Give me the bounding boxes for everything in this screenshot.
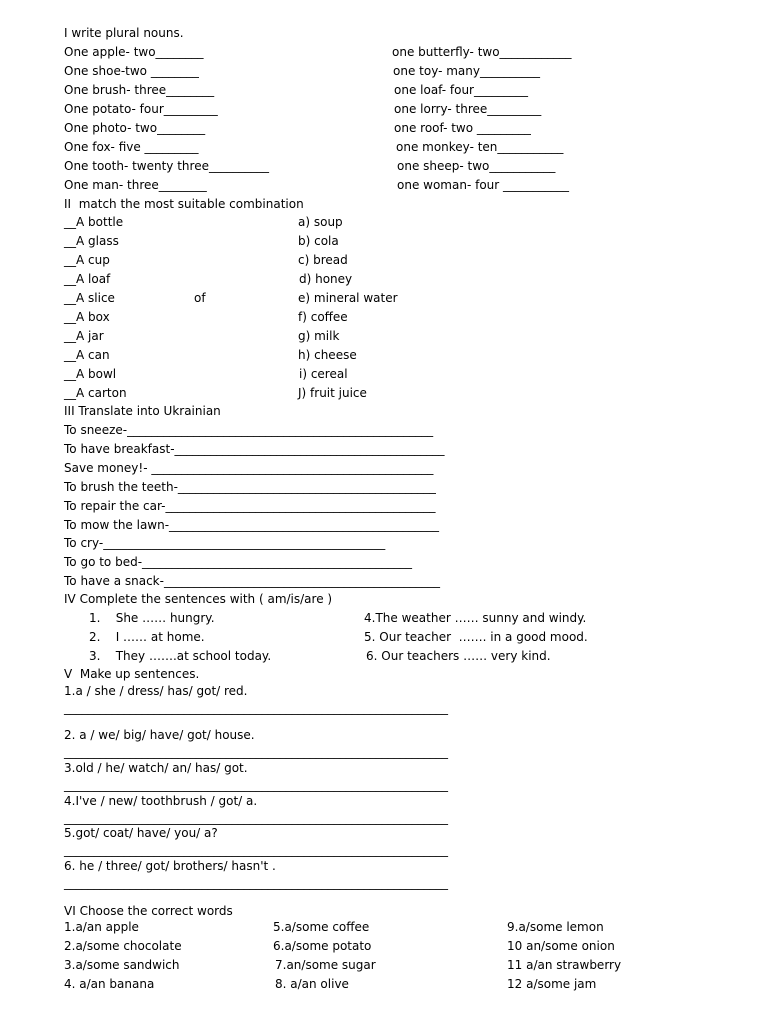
container-item: __A glass (64, 234, 119, 248)
food-item: b) cola (298, 234, 339, 248)
plural-item-right: one woman- four ___________ (397, 178, 570, 192)
translate-item: To have a snack-______________________________________________ (64, 574, 440, 588)
sentence-item: 3. They …….at school today. (89, 649, 272, 663)
scrambled-sentence: 1.a / she / dress/ has/ got/ red. (64, 684, 248, 698)
answer-line: ________________________________________________________________ (64, 745, 448, 759)
plural-item-left: One potato- four_________ (64, 102, 218, 116)
container-item: __A bottle (64, 215, 124, 229)
plural-item-left: One tooth- twenty three__________ (64, 159, 269, 173)
of-word: of (194, 291, 206, 305)
food-item: g) milk (298, 329, 340, 343)
plural-item-left: One brush- three________ (64, 83, 215, 97)
scrambled-sentence: 5.got/ coat/ have/ you/ a? (64, 826, 218, 840)
food-item: i) cereal (299, 367, 348, 381)
food-item: h) cheese (298, 348, 357, 362)
answer-line: ________________________________________________________________ (64, 778, 448, 792)
scrambled-sentence: 2. a / we/ big/ have/ got/ house. (64, 728, 255, 742)
plural-item-right: one loaf- four_________ (394, 83, 528, 97)
container-item: __A carton (64, 386, 127, 400)
scrambled-sentence: 6. he / three/ got/ brothers/ hasn't . (64, 859, 276, 873)
translate-item: To mow the lawn-_____________________________________________ (64, 518, 440, 532)
food-item: d) honey (299, 272, 353, 286)
answer-line: ________________________________________________________________ (64, 843, 448, 857)
section-6-heading: VI Choose the correct words (64, 904, 233, 918)
plural-item-right: one toy- many__________ (393, 64, 540, 78)
plural-item-left: One shoe-two ________ (64, 64, 199, 78)
article-item: 7.an/some sugar (275, 958, 376, 972)
translate-item: To go to bed-_____________________________________________ (64, 555, 413, 569)
translate-item: To sneeze-___________________________________________________ (64, 423, 434, 437)
answer-line: ________________________________________________________________ (64, 876, 448, 890)
food-item: J) fruit juice (298, 386, 367, 400)
scrambled-sentence: 4.I've / new/ toothbrush / got/ a. (64, 794, 258, 808)
translate-item: Save money!- _______________________________________________ (64, 461, 434, 475)
article-item: 8. a/an olive (275, 977, 349, 991)
article-item: 1.a/an apple (64, 920, 139, 934)
scrambled-sentence: 3.old / he/ watch/ an/ has/ got. (64, 761, 248, 775)
section-4-heading: IV Complete the sentences with ( am/is/are ) (64, 592, 333, 606)
plural-item-right: one monkey- ten___________ (396, 140, 564, 154)
section-3-heading: III Translate into Ukrainian (64, 404, 221, 418)
article-item: 12 a/some jam (507, 977, 597, 991)
container-item: __A can (64, 348, 110, 362)
plural-item-left: One fox- five _________ (64, 140, 199, 154)
container-item: __A bowl (64, 367, 117, 381)
plural-item-right: one roof- two _________ (394, 121, 531, 135)
plural-item-right: one lorry- three_________ (394, 102, 542, 116)
sentence-item: 2. I …… at home. (89, 630, 205, 644)
sentence-item: 4.The weather …… sunny and windy. (364, 611, 587, 625)
sentence-item: 1. She …… hungry. (89, 611, 215, 625)
container-item: __A slice (64, 291, 115, 305)
container-item: __A box (64, 310, 110, 324)
article-item: 3.a/some sandwich (64, 958, 180, 972)
translate-item: To brush the teeth-___________________________________________ (64, 480, 436, 494)
section-1-heading: I write plural nouns. (64, 26, 184, 40)
article-item: 11 a/an strawberry (507, 958, 622, 972)
container-item: __A cup (64, 253, 110, 267)
food-item: c) bread (298, 253, 348, 267)
translate-item: To cry-_______________________________________________ (64, 536, 386, 550)
article-item: 6.a/some potato (273, 939, 372, 953)
article-item: 5.a/some coffee (273, 920, 370, 934)
food-item: f) coffee (298, 310, 348, 324)
translate-item: To repair the car-_____________________________________________ (64, 499, 436, 513)
plural-item-left: One photo- two________ (64, 121, 206, 135)
food-item: a) soup (298, 215, 343, 229)
container-item: __A loaf (64, 272, 111, 286)
section-2-heading: II match the most suitable combination (64, 197, 304, 211)
translate-item: To have breakfast-_____________________________________________ (64, 442, 445, 456)
answer-line: ________________________________________________________________ (64, 701, 448, 715)
sentence-item: 6. Our teachers …… very kind. (366, 649, 551, 663)
section-5-heading: V Make up sentences. (64, 667, 200, 681)
sentence-item: 5. Our teacher ……. in a good mood. (364, 630, 588, 644)
plural-item-left: One man- three________ (64, 178, 207, 192)
plural-item-right: one sheep- two___________ (397, 159, 556, 173)
article-item: 2.a/some chocolate (64, 939, 182, 953)
article-item: 4. a/an banana (64, 977, 155, 991)
food-item: e) mineral water (298, 291, 398, 305)
article-item: 10 an/some onion (507, 939, 615, 953)
plural-item-left: One apple- two________ (64, 45, 204, 59)
answer-line: ________________________________________________________________ (64, 811, 448, 825)
plural-item-right: one butterfly- two____________ (392, 45, 572, 59)
article-item: 9.a/some lemon (507, 920, 604, 934)
container-item: __A jar (64, 329, 104, 343)
